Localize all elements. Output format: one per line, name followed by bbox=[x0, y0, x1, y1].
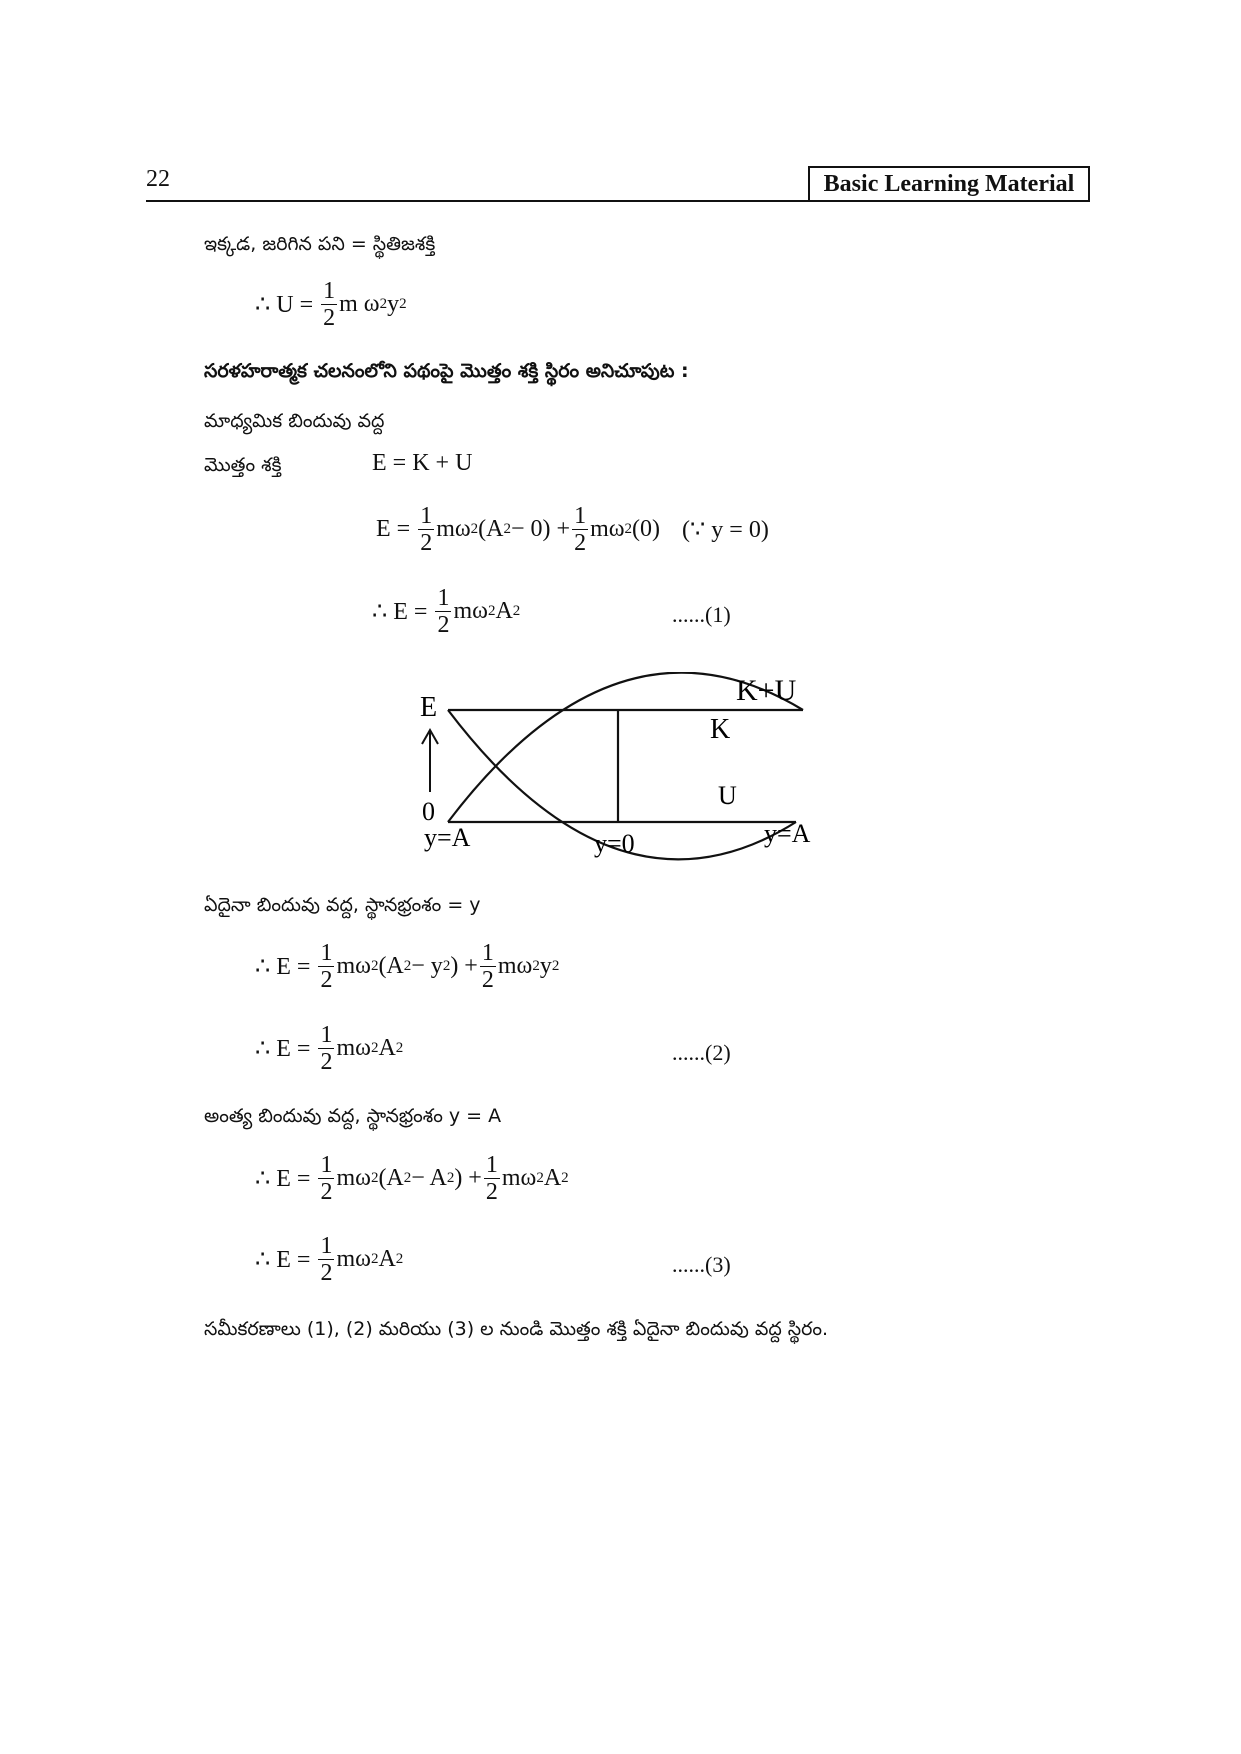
header-title: Basic Learning Material bbox=[808, 166, 1090, 202]
label-K: K bbox=[710, 714, 731, 745]
equation-number-2: ......(2) bbox=[672, 1040, 731, 1065]
equation-number-3: ......(3) bbox=[672, 1252, 731, 1277]
equation-any-point: ∴ E = $\frac{1}{2}$ mω 2 (A 2 − y 2 ) + $\frac{1}{2}$ mω 2 y 2 bbox=[255, 940, 560, 993]
text-line-extreme-point: అంత్య బిందువు వద్ద, స్థానభ్రంశం y = A bbox=[204, 1105, 502, 1127]
equation-2: ∴ E = $\frac{1}{2}$ mω 2 A 2 bbox=[255, 1022, 404, 1075]
equation-mean-position: E = $\frac{1}{2}$ mω 2 (A 2 − 0) + $\frac{1}{2}$ mω 2 (0) (∵ y = 0) bbox=[376, 503, 769, 556]
label-E: E bbox=[420, 692, 438, 723]
label-zero: 0 bbox=[422, 797, 435, 826]
header-rule bbox=[146, 200, 1090, 202]
label-y-equals-A-left: y=A bbox=[424, 823, 471, 852]
equation-1: ∴ E = $\frac{1}{2}$ mω 2 A 2 bbox=[372, 585, 521, 638]
text-conclusion: సమీకరణాలు (1), (2) మరియు (3) ల నుండి మొత్తం శక్తి ఏదైనా బిందువు వద్ద స్థిరం. bbox=[204, 1318, 829, 1340]
energy-arrow bbox=[422, 730, 438, 792]
equation-number-1: ......(1) bbox=[672, 602, 731, 627]
equation-extreme-point: ∴ E = $\frac{1}{2}$ mω 2 (A 2 − A 2 ) + $\frac{1}{2}$ mω 2 A 2 bbox=[255, 1152, 569, 1205]
label-K-plus-U: K+U bbox=[736, 674, 797, 707]
fraction-half: $\frac{1}{2}$ bbox=[323, 278, 336, 331]
equation-3: ∴ E = $\frac{1}{2}$ mω 2 A 2 bbox=[255, 1233, 404, 1286]
eq-lhs: ∴ U = bbox=[255, 292, 314, 318]
label-U: U bbox=[718, 781, 737, 810]
text-label-total-energy: మొత్తం శక్తి bbox=[204, 454, 282, 476]
equation-potential-energy: ∴ U = $\frac{1}{2}$ m ω 2 y 2 bbox=[255, 278, 407, 331]
label-y-equals-zero: y=0 bbox=[594, 829, 635, 858]
page-number: 22 bbox=[146, 166, 170, 192]
energy-diagram bbox=[408, 672, 828, 862]
condition-y-zero: (∵ y = 0) bbox=[682, 517, 769, 543]
text-line-any-point: ఏదైనా బిందువు వద్ద, స్థానభ్రంశం = y bbox=[204, 894, 481, 916]
equation-total-energy: E = K + U bbox=[372, 450, 473, 476]
text-line-mean-position: మాధ్యమిక బిందువు వద్ద bbox=[204, 410, 385, 432]
section-heading: సరళహరాత్మక చలనంలోని పథంపై మొత్తం శక్తి స్థిరం అనిచూపుట : bbox=[204, 360, 689, 382]
label-y-equals-A-right: y=A bbox=[764, 819, 811, 848]
text-line-work-potential: ఇక్కడ, జరిగిన పని = స్థితిజశక్తి bbox=[204, 233, 436, 255]
